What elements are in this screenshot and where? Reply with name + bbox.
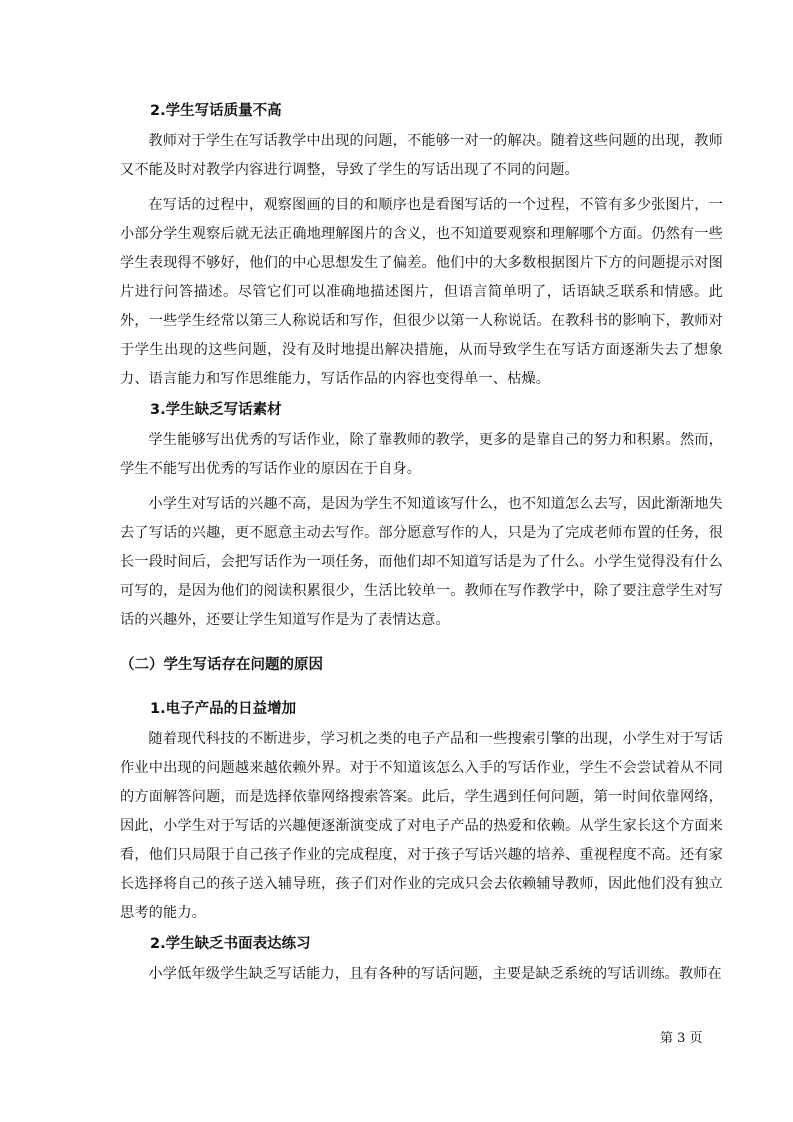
heading-writing-quality: 2.学生写话质量不高 bbox=[150, 103, 282, 119]
heading-lack-practice: 2.学生缺乏书面表达练习 bbox=[150, 936, 311, 952]
paragraph: 小学生对写话的兴趣不高，是因为学生不知道该写什么，也不知道怎么去写，因此渐渐地失去了写话的兴趣，更不愿意主动去写作。部分愿意写作的人，只是为了完成老师布置的任务，很长一段时间后，会把写话作为一项任务，而他们却不知道写话是为了什么。小学生觉得没有什么可写的，是因为他们的阅读积累很少，生活比较单一。教师在写作教学中，除了要注意学生对写话的兴趣外，还要让学生知道写作是为了表情达意。 bbox=[120, 496, 723, 628]
heading-section-causes: （二）学生写话存在问题的原因 bbox=[120, 657, 323, 673]
paragraph: 随着现代科技的不断进步，学习机之类的电子产品和一些搜索引擎的出现，小学生对于写话作业中出现的问题越来越依赖外界。对于不知道该怎么入手的写话作业，学生不会尝试着从不同的方面解答问题，而是选择依靠网络搜索答案。此后，学生遇到任何问题，第一时间依靠网络，因此，小学生对于写话的兴趣便逐渐演变成了对电子产品的热爱和依赖。从学生家长这个方面来看，他们只局限于自己孩子作业的完成程度，对于孩子写话兴趣的培养、重视程度不高。还有家长选择将自己的孩子送入辅导班，孩子们对作业的完成只会去依赖辅导教师，因此他们没有独立思考的能力。 bbox=[120, 731, 723, 921]
page-number: 第 3 页 bbox=[660, 1031, 703, 1046]
page-body bbox=[120, 97, 723, 991]
paragraph: 在写话的过程中，观察图画的目的和顺序也是看图写话的一个过程，不管有多少张图片，一小部分学生观察后就无法正确地理解图片的含义，也不知道要观察和理解哪个方面。仍然有一些学生表现得不够好，他们的中心思想发生了偏差。他们中的大多数根据图片下方的问题提示对图片进行问答描述。尽管它们可以准确地描述图片，但语言简单明了，话语缺乏联系和情感。此外，一些学生经常以第三人称说话和写作，但很少以第一人称说话。在教科书的影响下，教师对于学生出现的这些问题，没有及时地提出解决措施，从而导致学生在写话方面逐渐失去了想象力、语言能力和写作思维能力，写话作品的内容也变得单一、枯燥。 bbox=[120, 197, 723, 387]
paragraph: 学生能够写出优秀的写话作业，除了靠教师的教学，更多的是靠自己的努力和积累。然而，学生不能写出优秀的写话作业的原因在于自身。 bbox=[120, 432, 723, 477]
heading-electronic-products: 1.电子产品的日益增加 bbox=[150, 701, 297, 717]
paragraph: 小学低年级学生缺乏写话能力，且有各种的写话问题，主要是缺乏系统的写话训练。教师在 bbox=[148, 966, 722, 982]
paragraph: 教师对于学生在写话教学中出现的问题，不能够一对一的解决。随着这些问题的出现，教师又不能及时对教学内容进行调整，导致了学生的写话出现了不同的问题。 bbox=[120, 133, 723, 178]
heading-lack-material: 3.学生缺乏写话素材 bbox=[150, 402, 282, 418]
